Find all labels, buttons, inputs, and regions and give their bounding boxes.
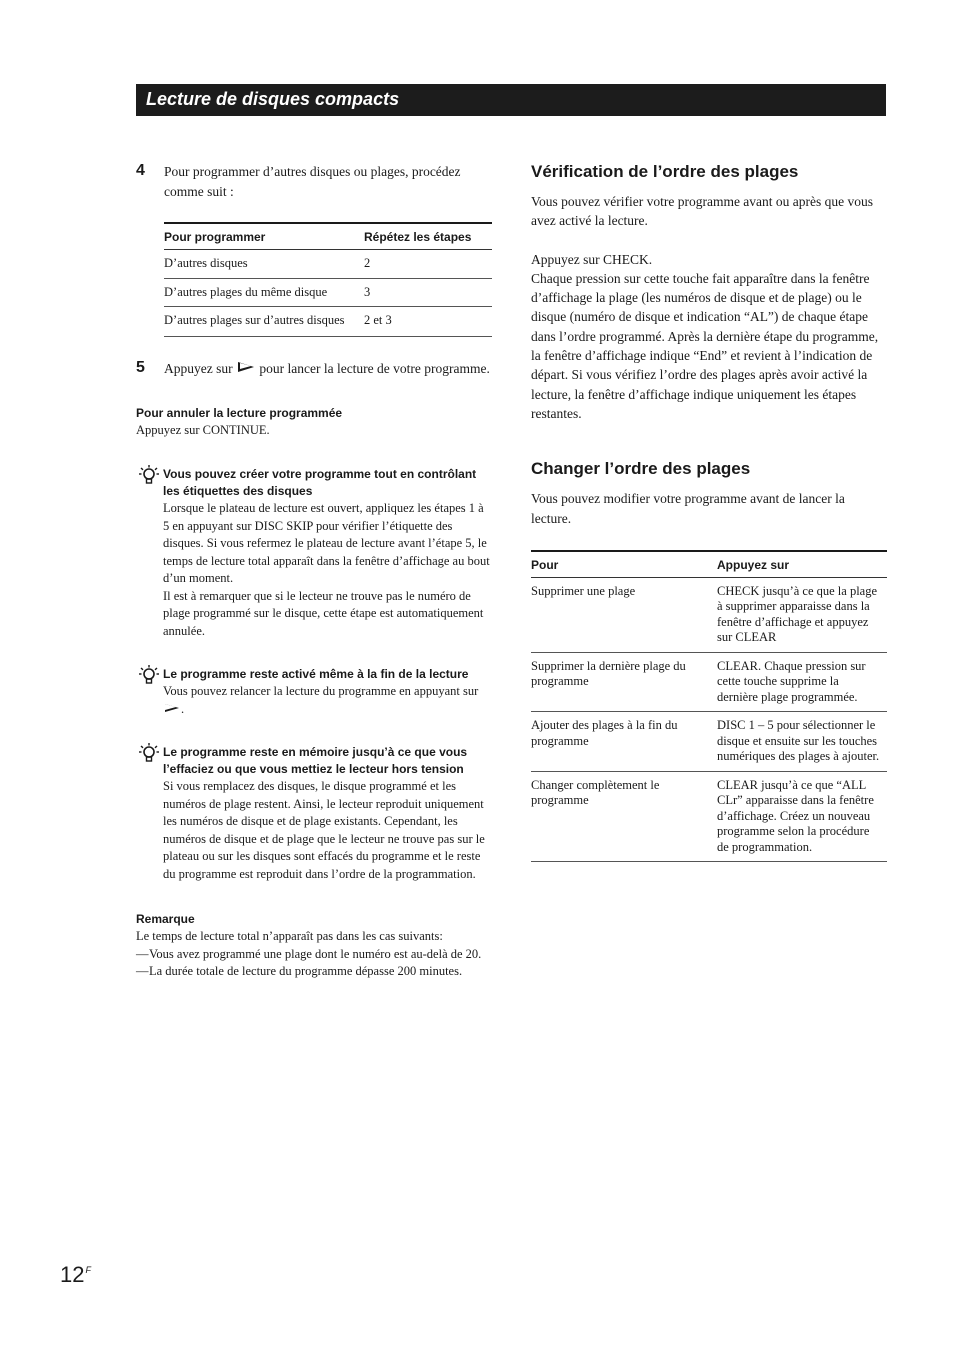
table-cell: D’autres plages du même disque <box>164 278 364 307</box>
table-cell: D’autres disques <box>164 250 364 279</box>
section-title: Lecture de disques compacts <box>146 89 400 109</box>
left-column <box>136 160 492 981</box>
step-4 <box>136 162 492 202</box>
table-header: Appuyez sur <box>717 551 887 578</box>
table-row <box>164 250 492 279</box>
list-item-text: Vous avez programmé une plage dont le numéro est au-delà de 20. <box>149 946 482 961</box>
lightbulb-icon <box>138 664 160 686</box>
change-table-wrapper <box>531 550 887 863</box>
program-table-wrapper <box>164 222 492 337</box>
tip-text: Si vous remplacez des disques, le disque programmé et les numéros de plage restent. Ainsi, le lecteur reproduit uniquement les numéros de disque et de plage existants. Cependant, les numéros de disque et de plage que le lecteur ne trouve pas sur le plateau ou sur les disques sont effacés du programme et le reste du programme est reproduit dans l’ordre de la programmation. <box>163 779 485 881</box>
page-number <box>60 1262 91 1288</box>
table-cell: 3 <box>364 278 492 307</box>
lightbulb-icon <box>138 464 160 486</box>
table-cell: CLEAR. Chaque pression sur cette touche supprime la dernière plage programmée. <box>717 652 887 712</box>
table-row <box>531 712 887 772</box>
table-cell: Supprimer la dernière plage du programme <box>531 652 717 712</box>
step-text: Pour programmer d’autres disques ou plages, procédez comme suit : <box>164 164 461 199</box>
list-dash: — <box>136 964 149 978</box>
table-row <box>531 771 887 862</box>
play-icon <box>165 704 179 712</box>
cancel-section <box>136 405 492 440</box>
cancel-text: Appuyez sur CONTINUE. <box>136 422 270 437</box>
change-intro: Vous pouvez modifier votre programme avant de lancer la lecture. <box>531 491 845 526</box>
table-cell: Ajouter des plages à la fin du programme <box>531 712 717 772</box>
table-cell: 2 <box>364 250 492 279</box>
change-title: Changer l’ordre des plages <box>531 459 751 479</box>
play-icon <box>238 362 254 372</box>
step-text-after: pour lancer la lecture de votre programme. <box>259 360 490 376</box>
lightbulb-icon <box>138 742 160 764</box>
verify-intro: Vous pouvez vérifier votre programme avant ou après que vous avez activé la lecture. <box>531 194 874 229</box>
tip-title: Vous pouvez créer votre programme tout en contrôlant les étiquettes des disques <box>163 467 477 498</box>
table-header: Pour programmer <box>164 223 364 250</box>
tip-text: Il est à remarquer que si le lecteur ne trouve pas le numéro de plage programmé sur le disque, cette étape est automatiquement annulée. <box>163 588 484 638</box>
table-cell: D’autres plages sur d’autres disques <box>164 307 364 337</box>
section-header-bar <box>136 84 886 116</box>
step-text-before: Appuyez sur <box>164 360 233 376</box>
list-item <box>136 963 492 981</box>
table-cell: DISC 1 – 5 pour sélectionner le disque et ensuite sur les touches numériques des plages à ajouter. <box>717 712 887 772</box>
table-header: Pour <box>531 551 717 578</box>
change-table <box>531 550 887 863</box>
list-item <box>136 946 492 964</box>
list-item-text: La durée totale de lecture du programme dépasse 200 minutes. <box>149 964 463 978</box>
tip-text: Lorsque le plateau de lecture est ouvert, appliquez les étapes 1 à 5 en appuyant sur DISC SKIP pour vérifier l’étiquette des disques. Si vous refermez le plateau de lecture avant l’étape 5, le temps de lecture total apparaît dans la fenêtre d’affichage au bout d’un moment. <box>163 501 490 585</box>
right-column <box>531 160 887 862</box>
tip-title: Le programme reste activé même à la fin de la lecture <box>163 667 469 681</box>
verify-body: Chaque pression sur cette touche fait apparaître dans la fenêtre d’affichage la plage (les numéros de disque et de plage) ou le disque (numéro de disque et indication “AL”) de chaque étape dans l’ordre programmé. Après la dernière étape du programme, la fenêtre d’affichage indique “End” et revient à l’indication de départ. Si vous vérifiez l’ordre des plages après avoir activé la lecture, la fenêtre d’affichage indique uniquement les étapes restantes. <box>531 270 879 421</box>
table-row <box>164 307 492 337</box>
table-row <box>164 278 492 307</box>
tip-text-before: Vous pouvez relancer la lecture du programme en appuyant sur <box>163 684 479 698</box>
list-dash: — <box>136 946 149 961</box>
tip-text-after: . <box>181 701 185 716</box>
note-intro: Le temps de lecture total n’apparaît pas dans les cas suivants: <box>136 929 443 943</box>
note-title: Remarque <box>136 912 195 926</box>
tip-title: Le programme reste en mémoire jusqu’à ce que vous l’effaciez ou que vous mettiez le lecteur hors tension <box>163 745 468 776</box>
page-number-value: 12 <box>60 1262 85 1287</box>
cancel-title: Pour annuler la lecture programmée <box>136 405 343 420</box>
tip-text <box>163 683 492 718</box>
step-number: 5 <box>136 358 145 376</box>
tip-2 <box>136 666 492 718</box>
table-cell: Changer complètement le programme <box>531 771 717 862</box>
table-row <box>531 652 887 712</box>
table-header: Répétez les étapes <box>364 223 492 250</box>
page-number-suffix: F <box>85 1265 91 1275</box>
tip-3 <box>136 744 492 883</box>
program-table <box>164 222 492 337</box>
tip-1 <box>136 466 492 640</box>
step-number: 4 <box>136 162 145 179</box>
table-cell: 2 et 3 <box>364 307 492 337</box>
verify-line: Appuyez sur CHECK. <box>531 251 653 267</box>
note-section <box>136 911 492 981</box>
verify-title: Vérification de l’ordre des plages <box>531 162 799 181</box>
table-row <box>531 577 887 652</box>
table-cell: Supprimer une plage <box>531 577 717 652</box>
step-5 <box>136 359 492 379</box>
table-cell: CLEAR jusqu’à ce que “ALL CLr” apparaisse dans la fenêtre d’affichage. Créez un nouveau programme selon la procédure de programmation. <box>717 771 887 862</box>
table-cell: CHECK jusqu’à ce que la plage à supprimer apparaisse dans la fenêtre d’affichage et appuyez sur CLEAR <box>717 577 887 652</box>
